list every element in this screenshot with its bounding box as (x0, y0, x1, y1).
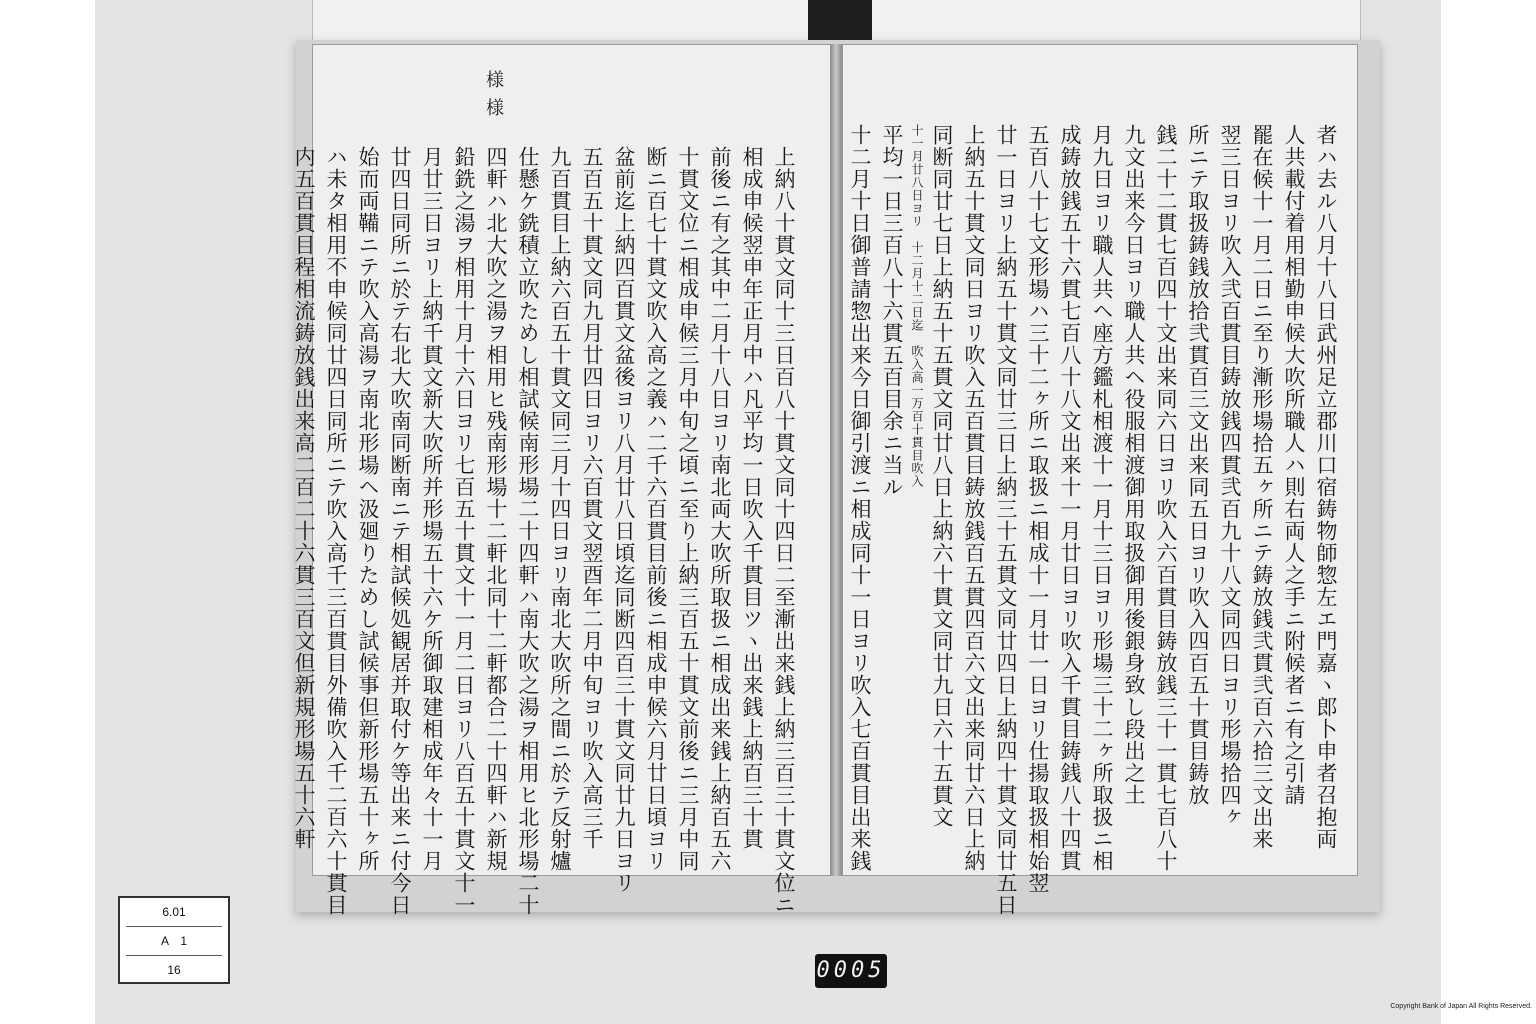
left-page-text (292, 146, 800, 916)
text-column: 翌三日ヨリ吹入弐百貫目鋳放銭四貫弐百九十八文同四日ヨリ形場拾四ヶ (1218, 124, 1242, 828)
text-column: 廿一日ヨリ上納五十貫文同廿三日上納三十五貫文同廿四日上納四十貫文同廿五日 (994, 124, 1018, 916)
text-column: 五百八十七文形場ハ三十二ヶ所ニ取扱ニ相成十一月廿一日ヨリ仕揚取扱相始翌 (1026, 124, 1050, 894)
frame-counter: 0005 (815, 954, 887, 988)
catalog-card-row: 16 (167, 963, 181, 977)
text-column-annotation: 十一月廿八日ヨリ 十二月十二日迄 吹入高一万百十貫目吹入 (910, 124, 924, 488)
margin-note (396, 70, 506, 130)
next-page-edge-right (872, 0, 1361, 44)
text-column: 四軒ハ北大吹之湯ヲ相用ヒ残南形場十二軒北同十二軒都合二十四軒ハ新規 (484, 146, 508, 872)
text-column: 廿四日同所ニ於テ右北大吹南同断南ニテ相試候処観居并取付ケ等出来ニ付今日 (388, 146, 412, 916)
text-column: 十貫文位ニ相成申候三月中旬之頃ニ至り上納三百五十貫文前後ニ三月中同 (676, 146, 700, 872)
text-column: 九文出来今日ヨリ職人共ヘ役服相渡御用取扱御用後銀身致し段出之土 (1122, 124, 1146, 806)
catalog-card-row: A 1 (126, 927, 222, 956)
text-column: 相成申候翌申年正月中ハ凡平均一日吹入千貫目ツヽ出来銭上納百三十貫 (740, 146, 764, 850)
text-column: 成鋳放銭五十六貫七百八十八文出来十一月廿日ヨリ吹入千貫目鋳銭八十四貫 (1058, 124, 1082, 872)
catalog-card-row: 6.01 (126, 898, 222, 927)
text-column: 十二月十日御普請惣出来今日御引渡ニ相成同十一日ヨリ吹入七百貫目出来銭 (848, 124, 872, 872)
text-column: 銭二十二貫七百四十文出来同六日ヨリ吹入六百貫目鋳放銭三十一貫七百八十 (1154, 124, 1178, 872)
text-column: 上納八十貫文同十三日百八十貫文同十四日二至漸出来銭上納三百三十貫文位ニ (772, 146, 796, 916)
book-gutter (830, 44, 842, 876)
text-column: 前後ニ有之其中二月十八日ヨリ南北両大吹所取扱ニ相成出来銭上納百五六 (708, 146, 732, 872)
text-column: 人共載付着用相勤申候大吹所職人ハ則右両人之手ニ附候者ニ有之引請 (1282, 124, 1306, 806)
text-column: 罷在候十一月二日ニ至り漸形場拾五ヶ所ニテ鋳放銭弐貫弐百六拾三文出来 (1250, 124, 1274, 850)
text-column: 鉛銑之湯ヲ相用十月十六日ヨリ七百五十貫文十一月二日ヨリ八百五十貫文十一 (452, 146, 476, 916)
next-page-edge-left (312, 0, 809, 44)
text-column: 断ニ百七十貫文吹入高之義ハ二千六百貫目前後ニ相成申候六月廿日頃ヨリ (644, 146, 668, 872)
margin-note-text: 様 (483, 70, 504, 90)
text-column: 者ハ去ル八月十八日武州足立郡川口宿鋳物師惣左エ門嘉ヽ郎卜申者召抱両 (1314, 124, 1338, 850)
text-column: 内五百貫目程相流鋳放銭出来高二百二十六貫三百文但新規形場五十六軒 (292, 146, 316, 850)
copyright-notice: Copyright Bank of Japan All Rights Reserved. (1390, 1003, 1532, 1010)
text-column: ハ未タ相用不申候同廿四日同所ニテ吹入高千三百貫目外備吹入千二百六十貫目 (324, 146, 348, 916)
text-column: 盆前迄上納四百貫文盆後ヨリ八月廿八日頃迄同断四百三十貫文同廿九日ヨリ (612, 146, 636, 894)
text-column: 所ニテ取扱鋳銭放拾弐貫百三文出来同五日ヨリ吹入四百五十貫目鋳放 (1186, 124, 1210, 806)
margin-note-text: 様 (483, 97, 504, 118)
text-column: 平均一日三百八十六貫五百目余ニ当ル (880, 124, 904, 498)
text-column: 五百五十貫文同九月廿四日ヨリ六百貫文翌酉年二月中旬ヨリ吹入高三千 (580, 146, 604, 850)
text-column: 月廿三日ヨリ上納千貫文新大吹所并形場五十六ケ所御取建相成年々十一月 (420, 146, 444, 872)
text-column: 月九日ヨリ職人共ヘ座方鑑札相渡十一月十三日ヨリ形場三十二ヶ所取扱ニ相 (1090, 124, 1114, 872)
right-page-text (848, 124, 1342, 916)
text-column: 九百貫目上納六百五十貫文同三月十四日ヨリ南北大吹所之間ニ於テ反射爐 (548, 146, 572, 872)
text-column: 始而両鞴ニテ吹入高湯ヲ南北形場ヘ汲廻りためし試候事但新形場五十ヶ所 (356, 146, 380, 872)
text-column: 上納五十貫文同日ヨリ吹入五百貫目鋳放銭百五貫四百六文出来同廿六日上納 (962, 124, 986, 872)
text-column: 仕懸ケ銑積立吹ためし相試候南形場二十四軒ハ南大吹之湯ヲ相用ヒ北形場二十 (516, 146, 540, 916)
text-column: 同断同廿七日上納五十五貫文同廿八日上納六十貫文同廿九日六十五貫文 (930, 124, 954, 828)
catalog-card (118, 896, 230, 984)
